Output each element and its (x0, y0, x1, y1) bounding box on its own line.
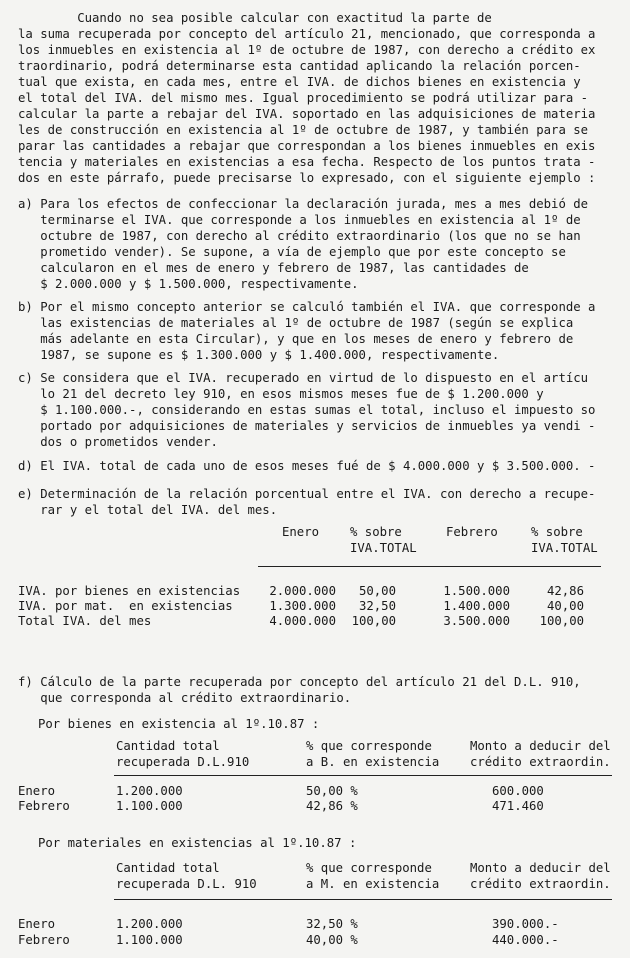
row-label: Total IVA. del mes (18, 614, 152, 628)
header-iva-total-1: IVA.TOTAL (350, 541, 417, 555)
pct-enero: 32,50 (358, 599, 396, 613)
header-porcentaje: % que corresponde (306, 861, 432, 875)
para-e-line: e) Determinación de la relación porcentual entre el IVA. con derecho a recupe- (18, 487, 596, 501)
para-a-line: octubre de 1987, con derecho al crédito extraordinario (los que no se han (18, 229, 581, 243)
para-f-line: que corresponda al crédito extraordinario. (18, 691, 352, 705)
table-e-rule (258, 566, 601, 567)
mes-label: Febrero (18, 799, 70, 813)
header-porcentaje-2: a M. en existencia (306, 877, 440, 891)
mes-label: Enero (18, 784, 56, 798)
pct-febrero: 42,86 (546, 584, 584, 598)
para-f-line: f) Cálculo de la parte recuperada por concepto del artículo 21 del D.L. 910, (18, 675, 581, 689)
enero-value: 2.000.000 (269, 584, 336, 598)
header-enero: Enero (282, 525, 320, 539)
header-monto-2: crédito extraordin. (470, 877, 611, 891)
intro-line: parar las cantidades a rebajar que correspondan a los bienes inmuebles en exis (18, 139, 596, 153)
febrero-value: 1.500.000 (443, 584, 510, 598)
pct-febrero: 100,00 (539, 614, 584, 628)
febrero-value: 1.400.000 (443, 599, 510, 613)
para-a-line: a) Para los efectos de confeccionar la declaración jurada, mes a mes debió de (18, 197, 589, 211)
intro-line: tual que exista, en cada mes, entre el IVA. de dichos bienes en existencia y (18, 75, 581, 89)
pct-value: 32,50 % (306, 917, 358, 931)
header-monto: Monto a deducir del (470, 739, 611, 753)
para-c-line: c) Se considera que el IVA. recuperado en virtud de lo dispuesto en el artícu (18, 371, 589, 385)
pct-enero: 100,00 (351, 614, 396, 628)
febrero-value: 3.500.000 (443, 614, 510, 628)
header-cantidad: Cantidad total (116, 739, 220, 753)
intro-line: Cuando no sea posible calcular con exactitud la parte de (18, 11, 492, 25)
header-cantidad: Cantidad total (116, 861, 220, 875)
table-f2-rule (114, 899, 612, 900)
pct-enero: 50,00 (358, 584, 396, 598)
cantidad-value: 1.100.000 (116, 933, 183, 947)
table-f1-rule (114, 775, 612, 776)
para-c-line: dos o prometidos vender. (18, 435, 218, 449)
table-f1-caption: Por bienes en existencia al 1º.10.87 : (38, 717, 320, 731)
paragraph-d: d) El IVA. total de cada uno de esos meses fué de $ 4.000.000 y $ 3.500.000. - (18, 459, 596, 473)
intro-line: traordinario, podrá determinarse esta cantidad aplicando la relación porcen- (18, 59, 581, 73)
pct-value: 50,00 % (306, 784, 358, 798)
cantidad-value: 1.200.000 (116, 784, 183, 798)
intro-line: el total del IVA. del mismo mes. Igual procedimiento se podrá utilizar para - (18, 91, 589, 105)
para-a-line: calcularon en el mes de enero y febrero de 1987, las cantidades de (18, 261, 529, 275)
para-a-line: prometido vender). Se supone, a vía de ejemplo que por este concepto se (18, 245, 566, 259)
para-c-line: lo 21 del decreto ley 910, en esos mismos meses fue de $ 1.200.000 y (18, 387, 544, 401)
para-b-line: las existencias de materiales al 1º de octubre de 1987 (según se explica (18, 316, 574, 330)
row-label: IVA. por bienes en existencias (18, 584, 241, 598)
para-c-line: portado por adquisiciones de materiales y servicios de inmuebles ya vendi - (18, 419, 596, 433)
intro-line: calcular la parte a rebajar del IVA. soportado en las adquisiciones de materia (18, 107, 596, 121)
header-pct-sobre-2: % sobre (531, 525, 583, 539)
mes-label: Febrero (18, 933, 70, 947)
monto-value: 471.460 (492, 799, 544, 813)
header-porcentaje: % que corresponde (306, 739, 432, 753)
pct-value: 42,86 % (306, 799, 358, 813)
para-a-line: $ 2.000.000 y $ 1.500.000, respectivamente. (18, 277, 359, 291)
header-cantidad-2: recuperada D.L.910 (116, 755, 250, 769)
cantidad-value: 1.100.000 (116, 799, 183, 813)
enero-value: 1.300.000 (269, 599, 336, 613)
pct-febrero: 40,00 (546, 599, 584, 613)
intro-line: les de construcción en existencia al 1º de octubre de 1987, y también para se (18, 123, 589, 137)
cantidad-value: 1.200.000 (116, 917, 183, 931)
intro-line: dos en este párrafo, puede precisarse lo expresado, con el siguiente ejemplo : (18, 171, 596, 185)
intro-line: la suma recuperada por concepto del artículo 21, mencionado, que corresponda a (18, 27, 596, 41)
para-b-line: 1987, se supone es $ 1.300.000 y $ 1.400.000, respectivamente. (18, 348, 500, 362)
monto-value: 440.000.- (492, 933, 559, 947)
header-monto-2: crédito extraordin. (470, 755, 611, 769)
header-porcentaje-2: a B. en existencia (306, 755, 440, 769)
header-iva-total-2: IVA.TOTAL (531, 541, 598, 555)
header-monto: Monto a deducir del (470, 861, 611, 875)
intro-line: los inmuebles en existencia al 1º de octubre de 1987, con derecho a crédito ex (18, 43, 596, 57)
para-a-line: terminarse el IVA. que corresponde a los inmuebles en existencia al 1º de (18, 213, 581, 227)
intro-line: tencia y materiales en existencias a esa fecha. Respecto de los puntos trata - (18, 155, 596, 169)
enero-value: 4.000.000 (269, 614, 336, 628)
header-cantidad-2: recuperada D.L. 910 (116, 877, 257, 891)
pct-value: 40,00 % (306, 933, 358, 947)
monto-value: 390.000.- (492, 917, 559, 931)
para-b-line: b) Por el mismo concepto anterior se calculó también el IVA. que corresponde a (18, 300, 596, 314)
row-label: IVA. por mat. en existencias (18, 599, 233, 613)
table-f2-caption: Por materiales en existencias al 1º.10.87 : (38, 836, 357, 850)
header-pct-sobre-1: % sobre (350, 525, 402, 539)
header-febrero: Febrero (446, 525, 498, 539)
mes-label: Enero (18, 917, 56, 931)
monto-value: 600.000 (492, 784, 544, 798)
para-e-line: rar y el total del IVA. del mes. (18, 503, 278, 517)
para-c-line: $ 1.100.000.-, considerando en estas sumas el total, incluso el impuesto so (18, 403, 596, 417)
para-b-line: más adelante en esta Circular), y que en los meses de enero y febrero de (18, 332, 574, 346)
